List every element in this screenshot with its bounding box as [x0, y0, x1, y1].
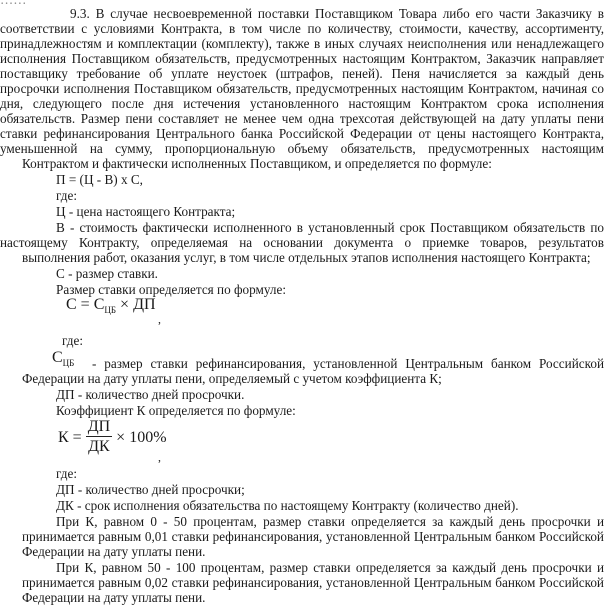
paragraph-9-3-line: поставщику требование об уплате неустоек (штрафов, пеней). Пеня начисляется за каждый день [0, 66, 604, 81]
definition-overdue-days: ДП - количество дней просрочки; [56, 482, 245, 497]
paragraph-9-3-line: принадлежностям и комплектации (комплекту), также в иных случаях неисполнения или ненадлежащего [0, 36, 604, 51]
rate-formula-intro: Размер ставки определяется по формуле: [56, 282, 286, 297]
definition-cost-line: В - стоимость фактически исполненного в установленный срок Поставщиком обязательств по [56, 220, 604, 235]
paragraph-9-3-line: уменьшенной на сумму, пропорциональную объему обязательств, предусмотренных настоящим [0, 141, 604, 156]
definition-cost-line: выполнения работ, оказания услуг, в том числе отдельных этапов исполнения настоящего Контракта; [22, 250, 591, 265]
formula-rate-comma: , [158, 312, 161, 326]
rule-1-line: При К, равном 0 - 50 процентам, размер ставки определяется за каждый день просрочки и [56, 514, 604, 529]
definition-rate: С - размер ставки. [56, 266, 158, 281]
definition-ccb-line: Федерации на дату уплаты пени, определяемый с учетом коэффициента К; [22, 371, 442, 386]
symbol-ccb [52, 349, 74, 368]
formula-rate [66, 296, 156, 315]
paragraph-9-3-line: обязательств. Размер пени составляет не менее чем одна трехсотая действующей на дату уплаты пени [0, 111, 604, 126]
definition-cost-line: настоящему Контракту, определяемая на основании документа о приемке товаров, результатов [0, 235, 604, 250]
paragraph-9-3-line: 9.3. В случае несвоевременной поставки Поставщиком Товара либо его части Заказчику в [70, 6, 604, 21]
coefficient-formula-intro: Коэффициент К определяется по формуле: [56, 403, 296, 418]
formula-coef-comma: , [158, 450, 161, 464]
formula-rate-subscript: ЦБ [104, 305, 117, 315]
where-label: где: [56, 466, 77, 481]
symbol-subscript: ЦБ [62, 358, 75, 368]
rule-2-line: При К, равном 50 - 100 процентам, размер ставки определяется за каждый день просрочки и [56, 560, 604, 575]
where-label: где: [56, 188, 77, 203]
formula-coef-rhs: × 100% [116, 428, 167, 446]
definition-price: Ц - цена настоящего Контракта; [56, 204, 236, 219]
where-label: где: [62, 333, 83, 348]
paragraph-9-3-line: ставки рефинансирования Центрального банка Российской Федерации от цены настоящего Контракта, [0, 126, 604, 141]
paragraph-9-3-line: Контрактом и фактически исполненных Поставщиком, и определяется по формуле: [22, 156, 492, 171]
fraction-numerator: ДП [87, 418, 111, 435]
definition-term-days: ДК - срок исполнения обязательства по настоящему Контракту (количество дней). [56, 498, 519, 513]
formula-coefficient [58, 418, 167, 457]
rule-1-line: Федерации на дату уплаты пени. [22, 544, 206, 559]
fraction [86, 418, 112, 457]
paragraph-9-3-line: соответствии с условиями Контракта, в том числе по количеству, стоимости, качеству, ассортименту, [0, 21, 604, 36]
rule-1-line: принимается равным 0,01 ставки рефинансирования, установленной Центральным банком Российской [22, 529, 604, 544]
top-fragment [0, 0, 26, 8]
paragraph-9-3-line: просрочки исполнения Поставщиком обязательств, предусмотренных настоящим Контрактом, начиная со [0, 81, 604, 96]
definition-overdue-days: ДП - количество дней просрочки. [56, 387, 245, 402]
definition-ccb-line: - размер ставки рефинансирования, установленной Центральным банком Российской [92, 356, 604, 371]
symbol-c: С [52, 349, 63, 366]
rule-2-line: принимается равным 0,02 ставки рефинансирования, установленной Центральным банком Российской [22, 575, 604, 590]
fraction-denominator: ДК [88, 438, 110, 455]
paragraph-9-3-line: исполнения Поставщиком обязательств, предусмотренных настоящим Контрактом, Заказчик направляет [0, 51, 604, 66]
paragraph-9-3-line: дня, следующего после дня истечения установленного настоящим Контрактом срока исполнения [0, 96, 604, 111]
formula-rate-lhs: С = С [66, 296, 105, 313]
formula-penalty: П = (Ц - В) x С, [56, 172, 143, 187]
rule-2-line: Федерации на дату уплаты пени. [22, 590, 206, 605]
formula-coef-lhs: К = [58, 428, 82, 446]
formula-rate-rhs: × ДП [116, 296, 156, 313]
